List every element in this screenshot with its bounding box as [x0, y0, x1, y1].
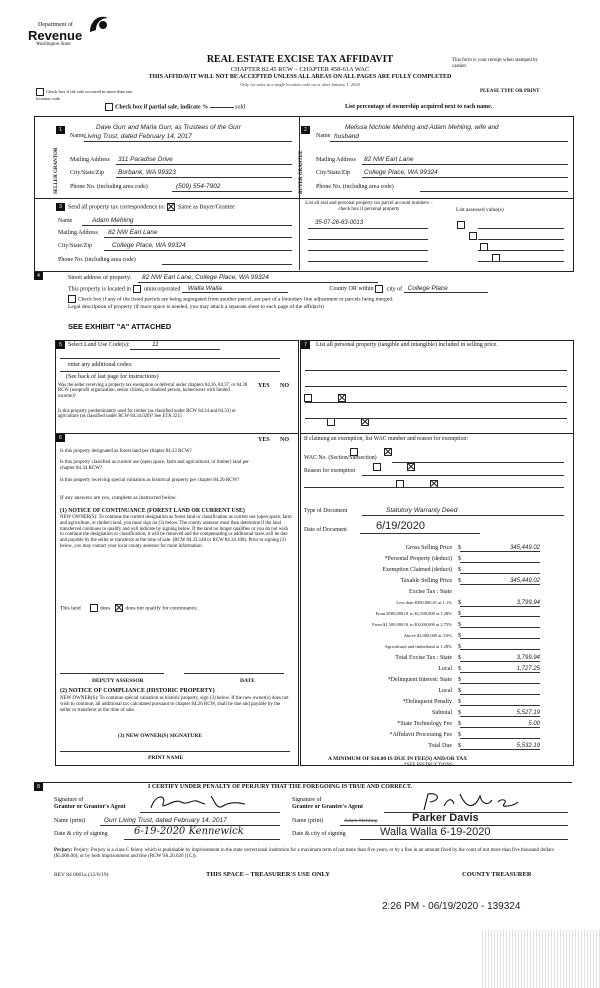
form-warning: THIS AFFIDAVIT WILL NOT BE ACCEPTED UNLESS ALL AREAS ON ALL PAGES ARE FULLY COMPLETED — [148, 74, 452, 80]
personal-property-label: List all personal property (tangible and intangible) included in selling price. — [316, 342, 498, 348]
grantor-date-city[interactable]: 6-19-2020 Kennewick — [134, 826, 244, 837]
county-treasurer: COUNTY TREASURER — [462, 871, 532, 878]
s3-mailing-label: Mailing Address — [58, 230, 98, 236]
seller-name-line1[interactable]: Dave Gurr and Marla Gurr, as Trustees of the Gurr — [96, 124, 242, 131]
subtotal-value[interactable]: 5,527.19 — [460, 710, 540, 717]
section-8-tag: 8 — [34, 783, 43, 791]
notice2-title: (2) NOTICE OF COMPLIANCE (HISTORIC PROPERTY) — [60, 688, 215, 694]
claim-exemption-label: If claiming an exemption, list WAC number and reason for exemption: — [304, 436, 468, 442]
interest-local-value[interactable] — [460, 688, 540, 695]
notice1-body: NEW OWNER(S): To continue the current designation as forest land or classification as current use (open space, farm and agriculture, or timber) land, you must sign on (3) below. The county assessor must then determine if the land transferred continues to qualify and will indicate by signing below. If the land no longer qualifies or you do not wish to continue the designation or classification, it will be removed and the compensating or additional taxes will be due and payable by the seller or transferor at the time of sale. (RCW 84.33.140 or RCW 84.34.108). Prior to signing (3) below, you may contact your local county assessor for more information. — [60, 515, 292, 549]
section-2-tag: 2 — [301, 126, 310, 134]
section-6-tag: 6 — [56, 434, 65, 442]
reason-label: Reason for exemption — [304, 468, 356, 474]
tech-fee-value[interactable]: 5.00 — [460, 721, 540, 728]
grantee-sig-label2: Grantee or Grantee's Agent — [292, 804, 364, 810]
grantee-date-city-label: Date & city of signing — [292, 831, 346, 837]
scan-artifact — [482, 930, 600, 988]
s6-q1: Is this property designated as forest land per chapter 84.33 RCW? — [60, 449, 192, 454]
s3-city-label: City/State/Zip — [58, 243, 92, 249]
s6-q2: Is this property classified as current use (open space, farm and agricultural, or timber) land per chapter 84.34 RCW? — [60, 460, 249, 471]
s6-yes: YES — [258, 437, 270, 443]
s6-q3: Is this property receiving special valuation as historical property per chapter 84.26 RCW? — [60, 478, 240, 483]
s3-name-label: Name — [58, 218, 73, 224]
seller-label: SELLER GRANTOR — [54, 147, 59, 194]
legal-description-label: Legal description of property (if more space is needed, you may attach a separate sheet to each page of the affidavit) — [68, 304, 324, 310]
grantee-signature[interactable] — [418, 790, 528, 814]
penalty-value[interactable] — [460, 699, 540, 706]
s5-yes: YES — [258, 383, 270, 389]
seller-mailing-label: Mailing Address — [70, 157, 110, 163]
s6-if-any: If any answers are yes, complete as instructed below. — [60, 495, 177, 501]
deputy-date-label: DATE — [240, 678, 255, 684]
local-value[interactable]: 1,727.25 — [460, 666, 540, 673]
grantee-sig-label1: Signature of — [292, 797, 322, 803]
buyer-label: BUYER GRANTEE — [299, 150, 304, 194]
buyer-city[interactable]: College Place, WA 99324 — [364, 169, 438, 176]
gross-value[interactable]: 345,449.02 — [460, 545, 540, 552]
buyer-phone-label: Phone No. (including area code) — [316, 184, 394, 190]
buyer-mailing-label: Mailing Address — [316, 157, 356, 163]
treasurer-space: THIS SPACE – TREASURER'S USE ONLY — [206, 871, 330, 878]
seller-name-label: Name — [70, 133, 85, 139]
doc-date-label: Date of Document — [304, 527, 347, 533]
buyer-mailing[interactable]: 82 NW Earl Lane — [364, 156, 414, 163]
perjury-text: Perjury: Perjury: Perjury is a class C felony which is punishable by imprisonment in the state correctional institution for a maximum term of not more than five years, or by a fine in an amount fixed by the court of not more than five thousand dollars ($5,000.00), or by both imprisonment and fine (RCW 9A.20.020 (1C)). — [54, 848, 554, 859]
section-7-tag: 7 — [301, 341, 310, 349]
new-owner-signature-label: (3) NEW OWNER(S) SIGNATURE — [118, 733, 202, 739]
unincorporated-checkbox[interactable] — [133, 285, 141, 293]
tier1-value[interactable]: 3,799.94 — [460, 600, 540, 607]
doc-type-label: Type of Document — [304, 508, 348, 514]
s3-name[interactable]: Adam Mehling — [92, 217, 134, 224]
dor-logo-mark-icon — [86, 12, 112, 34]
segregated-check-icon — [68, 295, 76, 303]
certify-text: I CERTIFY UNDER PENALTY OF PERJURY THAT THE FOREGOING IS TRUE AND CORRECT. — [148, 784, 413, 790]
parcel-personal-checkbox-2[interactable] — [469, 232, 477, 240]
dept-line1: Department of — [38, 22, 73, 28]
form-subtitle: CHAPTER 82.45 RCW – CHAPTER 458-61A WAC — [230, 66, 370, 73]
interest-state-value[interactable] — [460, 677, 540, 684]
parcel-number[interactable]: 35-07-26-63-0013 — [315, 220, 364, 226]
deputy-assessor-label: DEPUTY ASSESSOR — [92, 678, 144, 684]
land-does-not-checkbox[interactable] — [115, 604, 123, 612]
minimum-due: A MINIMUM OF $10.00 IS DUE IN FEE(S) AND/OR TAX — [328, 756, 468, 762]
buyer-name-line2[interactable]: husband — [334, 133, 359, 140]
section-4-tag: 4 — [34, 272, 43, 280]
grantor-name-print[interactable]: Gurr Living Trust, dated February 14, 2017 — [104, 817, 227, 824]
enter-additional: enter any additional codes: — [68, 362, 133, 368]
receipt-note: This form is your receipt when stamped by cashier — [452, 58, 538, 69]
land-use-value[interactable]: 11 — [152, 341, 159, 348]
s3-phone-label: Phone No. (including area code) — [58, 257, 136, 263]
exemption-claimed-value[interactable] — [460, 567, 540, 574]
section-1-tag: 1 — [56, 126, 65, 134]
grantor-date-city-label: Date & city of signing — [54, 831, 108, 837]
grantee-name-print[interactable]: Parker Davis — [412, 812, 479, 824]
parcel-header: List all real and personal property tax parcel account numbers – check box if personal property — [305, 201, 433, 212]
tier3-value[interactable] — [460, 622, 540, 628]
notice2-body: NEW OWNER(S): To continue special valuation as historic property, sign (3) below. If the new owner(s) does not wish to continue, all additional tax calculated pursuant to chapter 84.26 RCW, shall be due and payable by the seller or transferor at the time of sale. — [60, 696, 289, 713]
print-name-label: PRINT NAME — [148, 755, 184, 761]
tier4-value[interactable] — [460, 633, 540, 639]
doc-date[interactable]: 6/19/2020 — [376, 520, 425, 532]
grantee-name-struck: Adam Mehling — [344, 818, 378, 824]
tier5-value[interactable] — [460, 644, 540, 650]
list-percentage-note: List percentage of ownership acquired next to each name. — [345, 104, 493, 110]
buyer-name-line1[interactable]: Melissa Nichole Mehling and Adam Mehling, wife and — [345, 124, 499, 131]
notice1-title: (1) NOTICE OF CONTINUANCE (FOREST LAND OR CURRENT USE) — [60, 508, 245, 514]
seller-phone-label: Phone No. (including area code) — [70, 184, 148, 190]
seller-mailing[interactable]: 311 Paradise Drive — [118, 156, 173, 163]
section-5-tag: 5 — [56, 341, 65, 349]
tier2-value[interactable] — [460, 611, 540, 617]
only-for-note: Only for sales in a single location code on or after January 1, 2020 — [240, 82, 360, 87]
total-due-value[interactable]: 5,532.19 — [460, 743, 540, 750]
grantee-name-print-label: Name (print) — [292, 818, 324, 824]
assessed-header: List assessed value(s) — [456, 207, 504, 213]
segregated-checkbox-row[interactable]: Check box if any of the listed parcels are being segregated from another parcel, are part of a boundary line adjustment or parcels being merged. — [68, 295, 393, 303]
grantor-name-print-label: Name (print) — [54, 818, 86, 824]
same-as-buyer-checkbox[interactable] — [167, 203, 175, 211]
s5-q2: Is this property predominantly used for timber (as classified under RCW 84.34 and 84.33) or agriculture (as classified under RCW 84.34.020)? See ETA 3215 — [58, 409, 236, 420]
buyer-city-label: City/State/Zip — [316, 170, 350, 176]
section-3-tag: 3 — [56, 203, 65, 211]
wac-label: WAC No. (Section/Subsection) — [304, 455, 377, 461]
parcel-personal-checkbox-1[interactable] — [457, 221, 465, 229]
land-does-checkbox[interactable] — [90, 604, 98, 612]
grantor-sig-label2: Grantor or Grantor's Agent — [54, 804, 126, 810]
s5-no: NO — [280, 383, 289, 389]
please-type: PLEASE TYPE OR PRINT — [480, 89, 540, 94]
partial-sale-check-icon — [105, 103, 113, 111]
dept-line2: Revenue — [28, 28, 83, 43]
send-correspondence: Send all property tax correspondence to: Same as Buyer/Grantee — [68, 204, 235, 211]
see-back: (See back of last page for instructions) — [66, 374, 159, 380]
multi-location-checkbox[interactable]: Check box if the sale occurred in more than one location code — [36, 89, 133, 101]
grantor-signature[interactable] — [145, 792, 265, 814]
seller-phone[interactable]: (509) 554-7902 — [176, 183, 221, 190]
see-instructions: *SEE INSTRUCTIONS — [404, 763, 453, 768]
multi-location-check-icon — [36, 88, 44, 96]
s3-city[interactable]: College Place, WA 99324 — [112, 242, 186, 249]
s5-q1: Was the seller receiving a property tax exemption or deferral under chapters 84.36, 84.37, or 84.38 RCW (nonprofit organization, senior citizen, or disabled person, homeowner with limited income)? — [58, 383, 248, 399]
doc-type[interactable]: Statutory Warranty Deed — [386, 507, 458, 514]
located-row: This property is located in unincorporated Walla Walla County OR within city of College Place — [68, 285, 488, 293]
street-address[interactable]: 82 NW Earl Lane, College Place, WA 99324 — [142, 274, 269, 281]
seller-city[interactable]: Burbank, WA 99323 — [118, 169, 176, 176]
buyer-name-label: Name — [316, 133, 331, 139]
affidavit-fee-value[interactable] — [460, 732, 540, 739]
this-land-row: This land does does not qualify for continuance. — [60, 605, 199, 612]
seller-name-line2[interactable]: Living Trust, dated February 14, 2017 — [84, 133, 192, 140]
grantee-date-city[interactable]: Walla Walla 6-19-2020 — [380, 826, 491, 838]
grantor-sig-label1: Signature of — [54, 797, 84, 803]
s3-mailing[interactable]: 82 NW Earl Lane — [108, 229, 158, 236]
personal-value[interactable] — [460, 556, 540, 563]
seller-city-label: City/State/Zip — [70, 170, 104, 176]
total-state-value[interactable]: 3,799.94 — [460, 655, 540, 662]
dept-line3: Washington State — [36, 42, 71, 47]
exhibit-text: SEE EXHIBIT "A" ATTACHED — [68, 322, 172, 331]
street-label: Street address of property: — [68, 275, 132, 281]
form-title: REAL ESTATE EXCISE TAX AFFIDAVIT — [206, 54, 394, 65]
section7-box — [300, 340, 574, 434]
partial-sale-checkbox[interactable]: Check box if partial sale, indicate % sold — [105, 103, 245, 111]
taxable-value[interactable]: 345,449.02 — [460, 578, 540, 585]
form-number: REV 84 0001a (12/6/19) — [54, 872, 109, 878]
recording-stamp: 2:26 PM - 06/19/2020 - 139324 — [382, 901, 521, 912]
city-of-checkbox[interactable] — [375, 285, 383, 293]
land-use-label: Select Land Use Code(s): — [68, 342, 130, 348]
s6-no: NO — [280, 437, 289, 443]
